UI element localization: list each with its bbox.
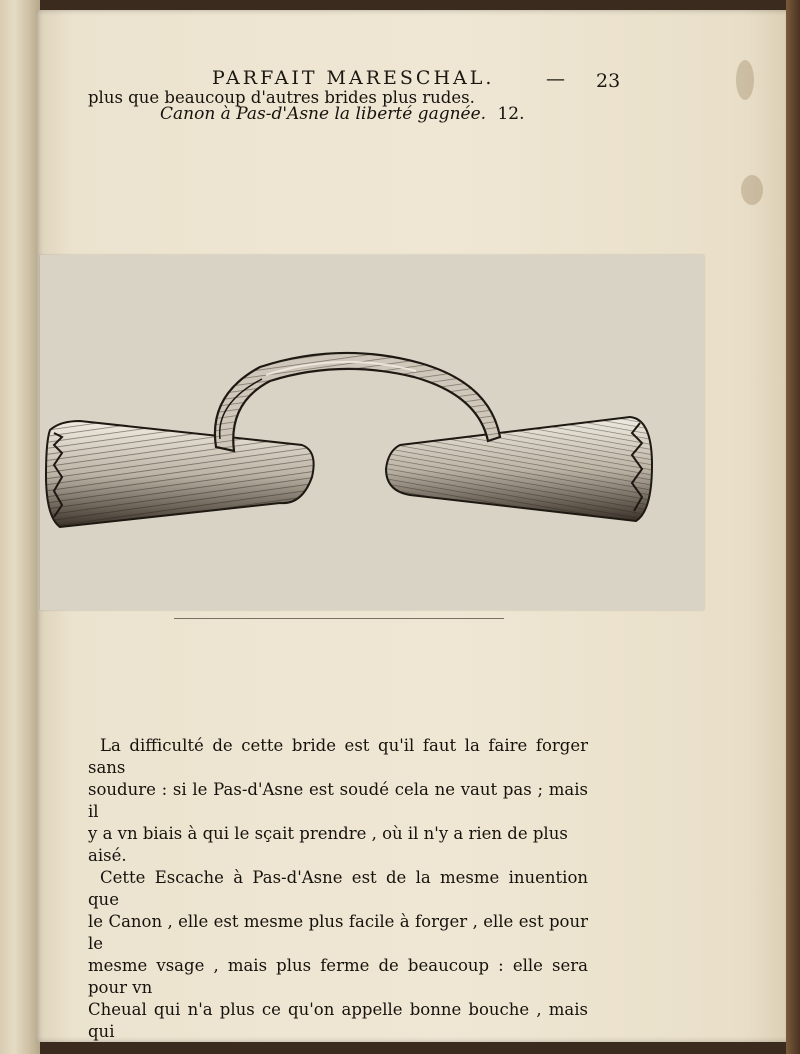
figure-caption	[160, 104, 525, 124]
book-edge-right	[786, 0, 800, 1054]
body-text	[88, 735, 588, 1043]
paragraph-2	[88, 867, 588, 1043]
text-line: La difficulté de cette bride est qu'il faut la faire forger sans	[88, 736, 588, 777]
running-head-dash: —	[546, 68, 565, 90]
text-line: soudure : si le Pas-d'Asne est soudé cela ne vaut pas ; mais il	[88, 780, 588, 821]
binding-left	[0, 0, 40, 1054]
paper-stain	[736, 60, 754, 100]
text-line: aisé.	[88, 846, 127, 865]
rule-below-plate	[174, 618, 504, 619]
paper-stain	[741, 175, 763, 205]
paragraph-1	[88, 735, 588, 867]
text-line: y a vn biais à qui le sçait prendre , où il n'y a rien de plus	[88, 824, 568, 843]
running-head-title: PARFAIT MARESCHAL.	[212, 67, 495, 89]
text-line: Cheual qui n'a plus ce qu'on appelle bonne bouche , mais qui	[88, 1000, 588, 1041]
arch-pas-d-asne	[215, 353, 500, 451]
text-line: le Canon , elle est mesme plus facile à forger , elle est pour le	[88, 912, 588, 953]
left-cannon	[46, 421, 314, 527]
text-line: mesme vsage , mais plus ferme de beaucoup : elle sera pour vn	[88, 956, 588, 997]
page-number: 23	[596, 70, 621, 92]
right-cannon	[386, 417, 652, 521]
text-line: Cette Escache à Pas-d'Asne est de la mesme inuention que	[88, 868, 588, 909]
caption-text: Canon à Pas-d'Asne la liberté gagnée.	[160, 104, 487, 124]
engraving-plate	[40, 255, 704, 610]
bit-engraving-illustration	[40, 255, 704, 610]
text-line-top: plus que beaucoup d'autres brides plus rudes.	[88, 88, 475, 107]
caption-number: 12.	[497, 104, 525, 124]
